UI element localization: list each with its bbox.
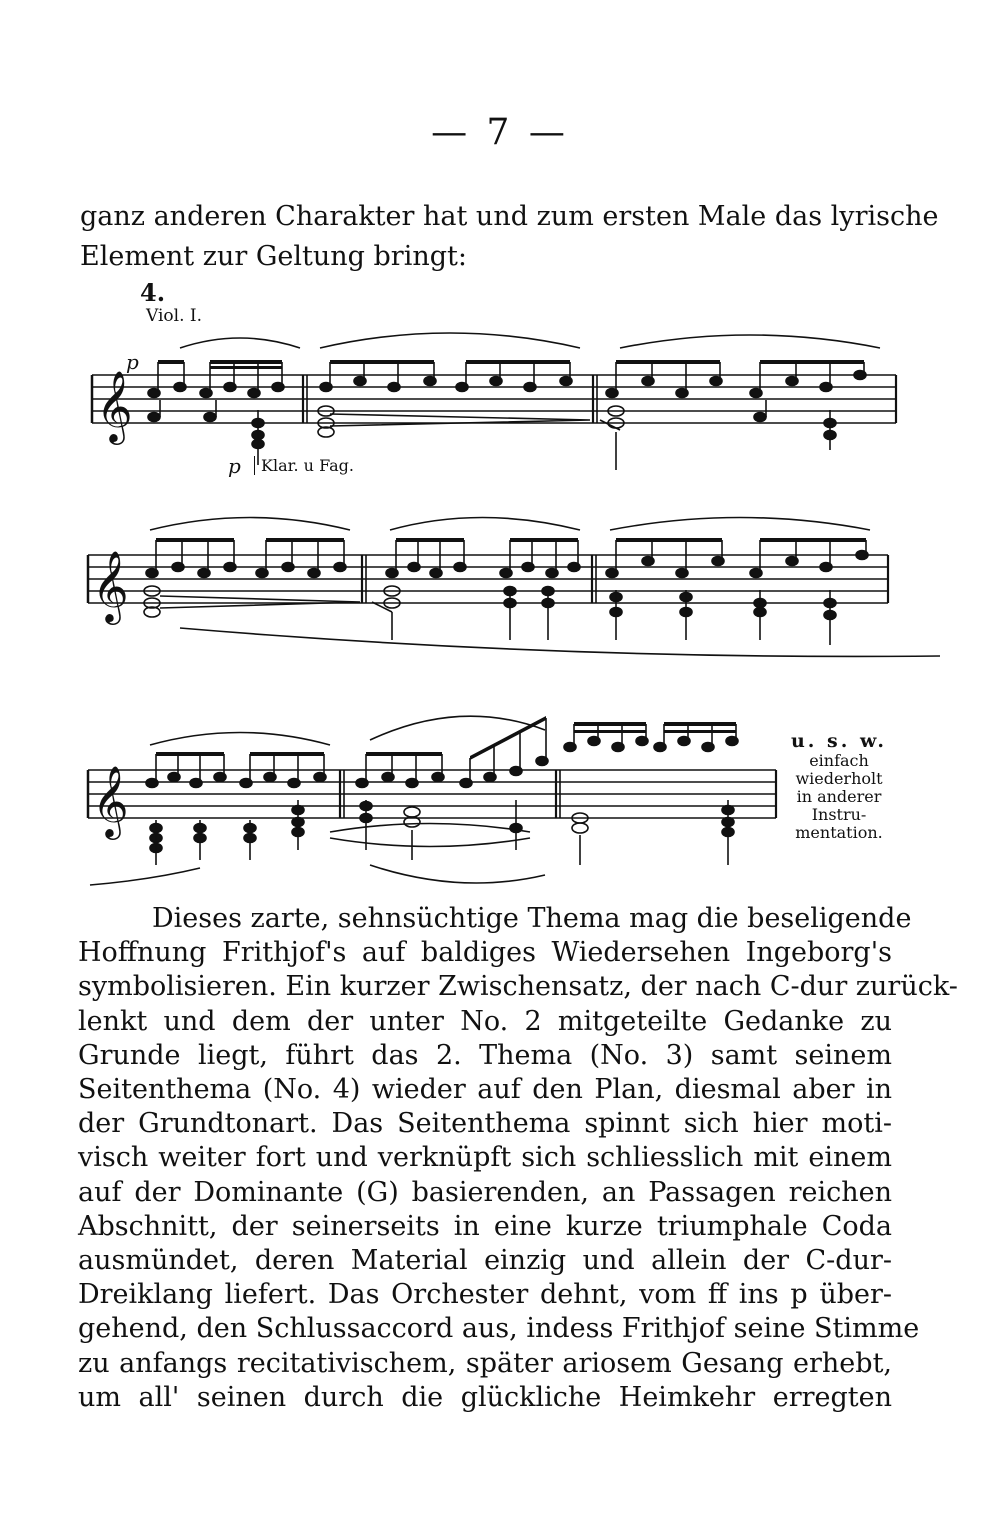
music-system-1 [0, 320, 1000, 500]
intro-paragraph [80, 197, 939, 277]
body-paragraph [78, 902, 958, 1415]
body-line: um all' seinen durch die glückliche Heimkehr erregten [78, 1381, 892, 1413]
music-system-2 [0, 500, 1000, 670]
body-line: Abschnitt, der seinerseits in eine kurze triumphale Coda [78, 1210, 892, 1242]
continuation-line: in anderer [796, 787, 882, 806]
continuation-line: einfach [809, 751, 869, 770]
body-line: Hoffnung Frithjof's auf baldiges Wiedersehen Ingeborg's [78, 937, 892, 969]
body-line: zu anfangs recitativischem, später ariosem Gesang erhebt, [78, 1347, 892, 1379]
staff-system-2-graphic [0, 500, 1000, 670]
body-line: der Grundtonart. Das Seitenthema spinnt sich hier moti- [78, 1108, 892, 1140]
continuation-line: mentation. [795, 823, 883, 842]
continuation-note [780, 732, 898, 842]
body-line: gehend, den Schlussaccord aus, indess Frithjof seine Stimme [78, 1313, 920, 1345]
svg-text:𝄞: 𝄞 [92, 549, 129, 622]
continuation-head: u. s. w. [790, 730, 888, 752]
body-line: Dieses zarte, sehnsüchtige Thema mag die beseligende [152, 903, 912, 934]
page-number: — 7 — [431, 112, 569, 153]
staff-system-1-graphic [0, 320, 1000, 500]
continuation-line: wiederholt [795, 769, 883, 788]
body-line: lenkt und dem der unter No. 2 mitgeteilte Gedanke zu [78, 1005, 892, 1037]
body-line: auf der Dominante (G) basierenden, an Passagen reichen [78, 1176, 892, 1208]
intro-line: Element zur Geltung bringt: [80, 241, 467, 272]
body-line: Dreiklang liefert. Das Orchester dehnt, vom ff ins p über- [78, 1279, 892, 1311]
svg-text:𝄞: 𝄞 [96, 369, 133, 442]
body-line: Grunde liegt, führt das 2. Thema (No. 3) samt seinem [78, 1039, 892, 1071]
svg-text:𝄞: 𝄞 [92, 764, 129, 837]
instrument-label: Viol. I. [146, 306, 203, 326]
continuation-line: Instru- [811, 805, 867, 824]
dynamic-piano-top: p [126, 350, 139, 374]
dynamic-piano-bottom: p [228, 454, 241, 478]
body-line: visch weiter fort und verknüpft sich schliesslich mit einem [78, 1142, 892, 1174]
body-line: symbolisieren. Ein kurzer Zwischensatz, der nach C-dur zurück- [78, 971, 958, 1003]
lower-instruments-label: Klar. u Fag. [254, 456, 354, 475]
example-number: 4. [140, 278, 166, 307]
body-line: Seitenthema (No. 4) wieder auf den Plan, diesmal aber in [78, 1074, 892, 1106]
body-line: ausmündet, deren Material einzig und allein der C-dur- [78, 1245, 892, 1277]
intro-line: ganz anderen Charakter hat und zum ersten Male das lyrische [80, 201, 939, 232]
